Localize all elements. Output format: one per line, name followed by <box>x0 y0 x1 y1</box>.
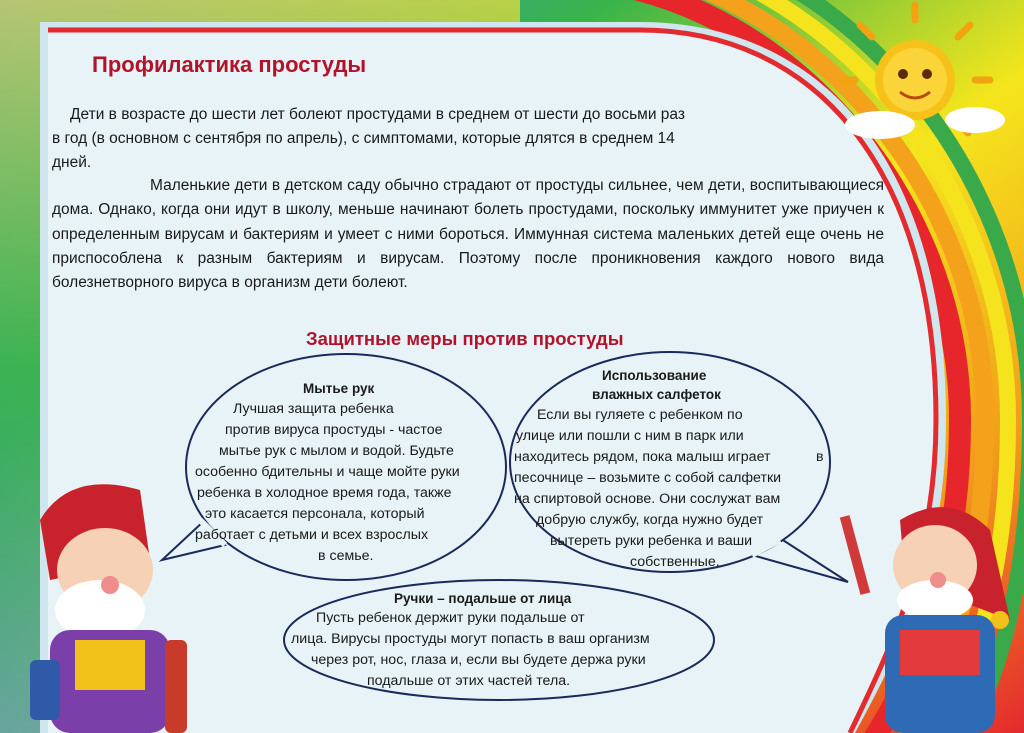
bubble-wipes-line: собственные. <box>630 554 720 570</box>
bubble-hands-line: работает с детьми и всех взрослых <box>195 527 429 543</box>
bubble-face-heading: Ручки – подальше от лица <box>394 591 572 606</box>
bubble-face-line: Пусть ребенок держит руки подальше от <box>316 610 585 626</box>
bubble-hands-line: в семье. <box>318 548 374 564</box>
bubble-wipes-line: вытереть руки ребенка и ваши <box>550 533 753 549</box>
bubble-face-line: лица. Вирусы простуды могут попасть в ваш организм <box>291 631 650 647</box>
intro-line: дней. <box>52 154 92 171</box>
bubble-wipes-line: улице или пошли с ним в парк или <box>516 428 744 444</box>
bubble-hands-line: Лучшая защита ребенка <box>233 401 394 417</box>
intro-line: в год (в основном с сентября по апрель), с симптомами, которые длятся в среднем 14 <box>52 130 675 147</box>
section-subtitle: Защитные меры против простуды <box>306 328 624 349</box>
bubble-wipes-line: добрую службу, когда нужно будет <box>536 512 764 528</box>
bubble-wipes-line: Если вы гуляете с ребенком по <box>537 407 743 423</box>
bubble-wipes-heading: влажных салфеток <box>592 387 721 402</box>
bubble-hands-line: ребенка в холодное время года, также <box>197 485 452 501</box>
bubble-face-line: через рот, нос, глаза и, если вы будете держа руки <box>311 652 646 668</box>
bubble-wipes-line: песочнице – возьмите с собой салфетки <box>514 470 782 486</box>
bubble-wipes-heading: Использование <box>602 368 707 383</box>
bubble-hands-line: мытье рук с мылом и водой. Будьте <box>219 443 454 459</box>
bubble-wipes-line: в <box>816 449 824 465</box>
bubble-face-line: подальше от этих частей тела. <box>367 673 571 689</box>
bubble-hands-line: против вируса простуды - частое <box>225 422 443 438</box>
bubble-wipes-line: находитесь рядом, пока малыш играет <box>514 449 771 465</box>
bubble-hands-heading: Мытье рук <box>303 381 375 396</box>
bubble-hands-line: это касается персонала, который <box>205 506 425 522</box>
bubble-hands-line: особенно бдительны и чаще мойте руки <box>195 464 460 480</box>
intro-line: Дети в возрасте до шести лет болеют простудами в среднем от шести до восьми раз <box>70 106 685 123</box>
page-title: Профилактика простуды <box>92 52 367 77</box>
bubble-wipes-line: на спиртовой основе. Они сослужат вам <box>514 491 781 507</box>
paragraph-kindergarten: Маленькие дети в детском саду обычно страдают от простуды сильнее, чем дети, воспитывающиеся дома. Однако, когда они идут в школу, меньше начинают болеть простудами, поскольку иммунитет уже приучен к определенным вирусам и бактериям и умеет с ними бороться. Иммунная система маленьких детей еще очень не приспособлена к разным бактериям и вирусам. Поэтому после проникновения каждого нового вида болезнетворного вируса в организм дети болеют. <box>52 177 884 292</box>
